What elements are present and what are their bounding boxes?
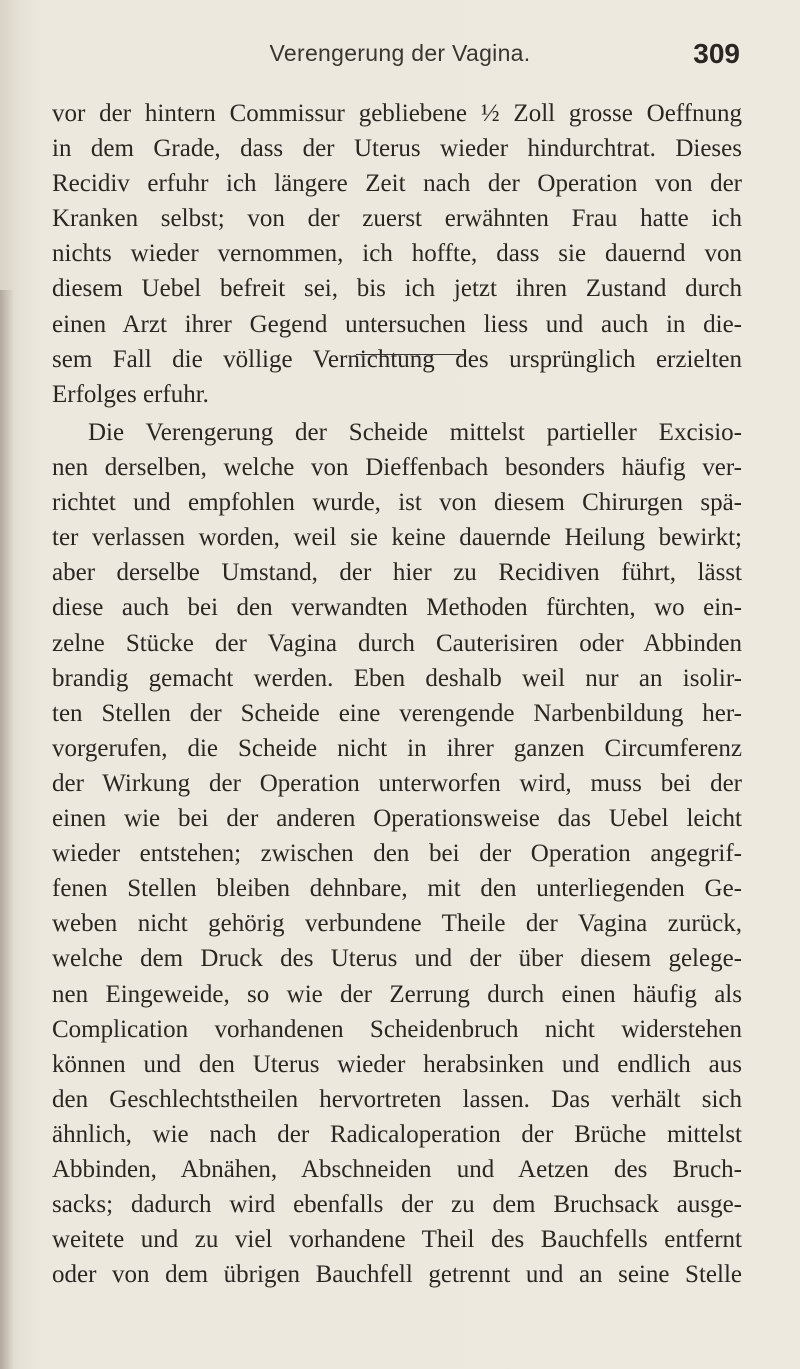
text-line: ähnlich, wie nach der Radicaloperation der Brüche mittelst <box>52 1120 742 1148</box>
paragraph-2 <box>52 415 742 1292</box>
text-line: Erfolges erfuhr. <box>52 380 209 408</box>
running-head <box>60 40 740 76</box>
text-line: nen derselben, welche von Dieffenbach besonders häufig ver- <box>52 454 742 482</box>
text-line: Kranken selbst; von der zuerst erwähnten Frau hatte ich <box>52 205 742 233</box>
text-line: weitete und zu viel vorhandene Theil des Bauchfells entfernt <box>52 1226 742 1254</box>
text-line: nichts wieder vernommen, ich hoffte, dass sie dauernd von <box>52 240 742 268</box>
text-line: weben nicht gehörig verbundene Theile der Vagina zurück, <box>52 910 742 938</box>
paragraph-1 <box>52 96 742 412</box>
text-line: richtet und empfohlen wurde, ist von diesem Chirurgen spä- <box>52 489 742 517</box>
text-line: sacks; dadurch wird ebenfalls der zu dem Bruchsack ausge- <box>52 1191 742 1219</box>
text-line: diesem Uebel befreit sei, bis ich jetzt ihren Zustand durch <box>52 275 742 303</box>
text-line: oder von dem übrigen Bauchfell getrennt und an seine Stelle <box>52 1261 742 1289</box>
text-line: brandig gemacht werden. Eben deshalb weil nur an isolir- <box>52 664 742 692</box>
text-line: welche dem Druck des Uterus und der über diesem gelege- <box>52 945 742 973</box>
section-divider <box>356 354 466 355</box>
spine-shadow <box>0 290 14 1369</box>
text-line: vor der hintern Commissur gebliebene ½ Zoll grosse Oeffnung <box>52 100 742 127</box>
text-line: sem Fall die völlige Vernichtung des ursprünglich erzielten <box>52 345 742 373</box>
text-line: Recidiv erfuhr ich längere Zeit nach der Operation von der <box>52 170 742 198</box>
text-line: wieder entstehen; zwischen den bei der Operation angegrif- <box>52 840 742 868</box>
text-line: können und den Uterus wieder herabsinken und endlich aus <box>52 1050 742 1078</box>
text-line: in dem Grade, dass der Uterus wieder hindurchtrat. Dieses <box>52 135 742 163</box>
running-title: Verengerung der Vagina. <box>269 40 531 66</box>
text-line: diese auch bei den verwandten Methoden fürchten, wo ein- <box>52 594 742 622</box>
text-line: ten Stellen der Scheide eine verengende Narbenbildung her- <box>52 699 742 727</box>
text-line: Abbinden, Abnähen, Abschneiden und Aetzen des Bruch- <box>52 1155 742 1183</box>
text-line: einen wie bei der anderen Operationsweise das Uebel leicht <box>52 805 742 833</box>
page-number: 309 <box>693 38 740 69</box>
text-line: den Geschlechtstheilen hervortreten lassen. Das verhält sich <box>52 1085 742 1113</box>
text-line: fenen Stellen bleiben dehnbare, mit den unterliegenden Ge- <box>52 875 742 903</box>
text-line: ter verlassen worden, weil sie keine dauernde Heilung bewirkt; <box>52 524 742 552</box>
text-line: aber derselbe Umstand, der hier zu Recidiven führt, lässt <box>52 559 742 587</box>
text-line: nen Eingeweide, so wie der Zerrung durch einen häufig als <box>52 980 742 1008</box>
text-line: der Wirkung der Operation unterworfen wird, muss bei der <box>52 769 742 797</box>
text-line: Complication vorhandenen Scheidenbruch nicht widerstehen <box>52 1015 742 1043</box>
text-line: zelne Stücke der Vagina durch Cauterisiren oder Abbinden <box>52 629 742 657</box>
text-line: einen Arzt ihrer Gegend untersuchen liess und auch in die- <box>52 310 742 338</box>
text-line: vorgerufen, die Scheide nicht in ihrer ganzen Circumferenz <box>52 734 742 762</box>
text-line: Die Verengerung der Scheide mittelst partieller Excisio- <box>88 419 742 446</box>
